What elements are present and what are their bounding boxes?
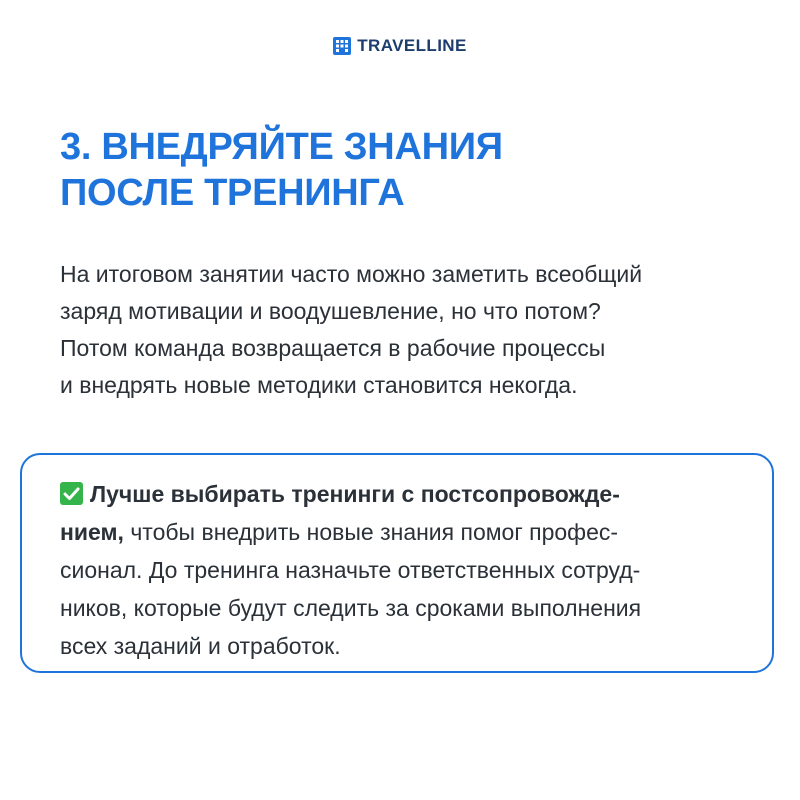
tip-line-2-text: чтобы внедрить новые знания помог профес- [123,519,619,545]
tip-bold-lead: Лучше выбирать тренинги с постсопровожде- [90,481,620,507]
page-title [60,124,740,216]
tip-callout-text [60,475,760,665]
tip-line-2 [60,513,760,551]
intro-paragraph [60,256,760,404]
intro-line-4: и внедрять новые методики становится некогда. [60,372,578,398]
intro-line-1: На итоговом занятии часто можно заметить всеобщий [60,261,643,287]
check-mark-icon [60,482,83,505]
tip-line-1 [60,475,760,513]
intro-line-2: заряд мотивации и воодушевление, но что потом? [60,298,601,324]
brand-name: TRAVELLINE [357,36,467,55]
tip-line-4: ников, которые будут следить за сроками выполнения [60,595,642,621]
tip-line-3: сионал. До тренинга назначьте ответственных сотруд- [60,557,641,583]
page-title-line-1: 3. ВНЕДРЯЙТЕ ЗНАНИЯ [60,126,503,168]
tip-callout-box [20,453,774,673]
hotel-grid-icon [333,37,351,55]
intro-line-3: Потом команда возвращается в рабочие процессы [60,335,606,361]
page-title-line-2: ПОСЛЕ ТРЕНИНГА [60,172,405,214]
tip-line-5: всех заданий и отработок. [60,633,341,659]
tip-bold-lead-end: нием, [60,519,124,545]
brand-logo [0,36,800,56]
